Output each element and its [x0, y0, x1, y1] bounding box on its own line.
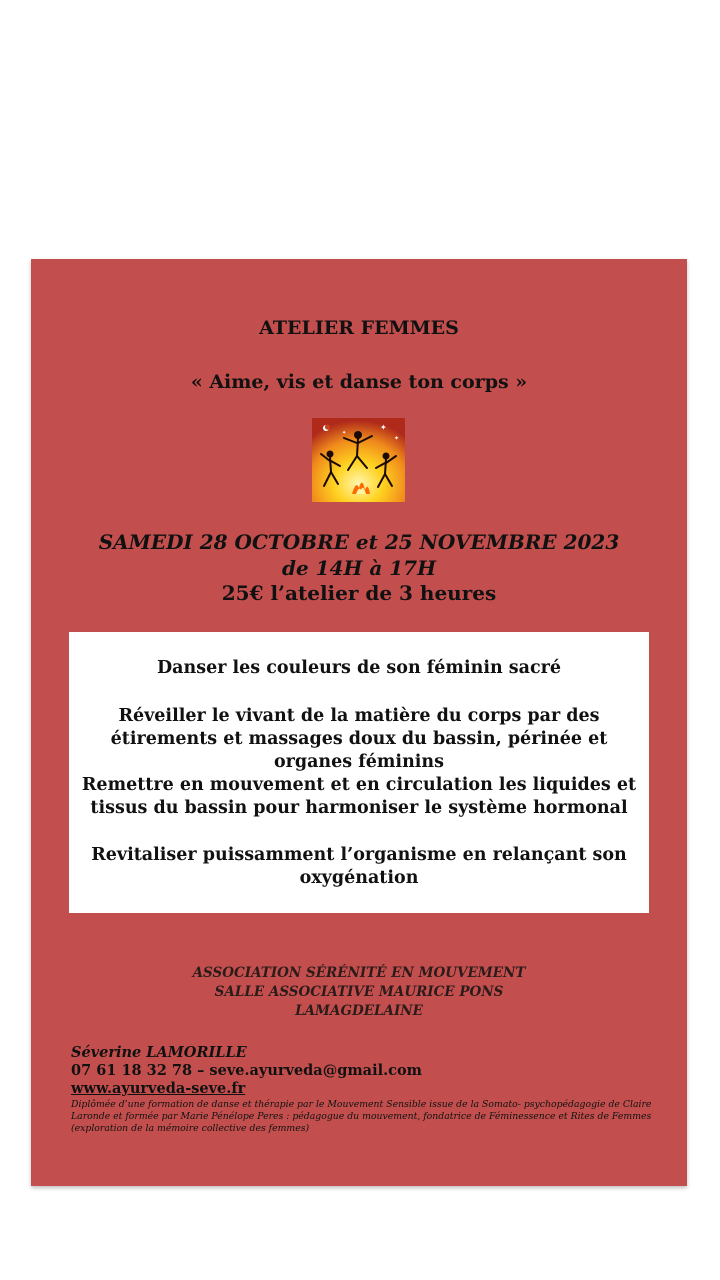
hours-line: de 14H à 17H	[281, 556, 436, 580]
dates-line: SAMEDI 28 OCTOBRE et 25 NOVEMBRE 2023	[98, 530, 620, 554]
activity-item: Revitaliser puissamment l’organisme en relançant son oxygénation	[91, 845, 627, 888]
contact-name: Séverine LAMORILLE	[71, 1044, 247, 1061]
price-line: 25€ l’atelier de 3 heures	[221, 581, 497, 605]
dancing-women-fire-icon	[312, 418, 405, 502]
activity-item: Danser les couleurs de son féminin sacré	[156, 658, 561, 678]
contact-block	[71, 1044, 671, 1098]
association-block	[31, 964, 687, 1021]
association-name: ASSOCIATION SÉRÉNITÉ EN MOUVEMENT	[192, 965, 526, 981]
venue-town: LAMAGDELAINE	[295, 1003, 423, 1019]
venue-name: SALLE ASSOCIATIVE MAURICE PONS	[214, 984, 504, 1000]
poster-subtitle: « Aime, vis et danse ton corps »	[190, 371, 528, 393]
website-link[interactable]: www.ayurveda-seve.fr	[71, 1080, 246, 1097]
credentials-note: Diplômée d’une formation de danse et thérapie par le Mouvement Sensible issue de la Somato- psychopédagogie de Claire Laronde et formée par Marie Pénélope Peres : pédagogue du mouvement, fondatrice de Féminessence et Rites de Femmes (exploration de la mémoire collective des femmes)	[71, 1099, 652, 1134]
activity-item: Réveiller le vivant de la matière du corps par des étirements et massages doux du bassin, périnée et organes féminins	[110, 706, 608, 772]
svg-text:✦: ✦	[394, 435, 400, 442]
event-dates	[31, 529, 687, 581]
svg-text:✦: ✦	[342, 430, 347, 436]
poster	[31, 259, 687, 1186]
svg-text:✦: ✦	[380, 423, 387, 432]
poster-title: ATELIER FEMMES	[259, 317, 459, 339]
contact-phone-email[interactable]: 07 61 18 32 78 – seve.ayurveda@gmail.com	[71, 1062, 422, 1079]
activity-item: Remettre en mouvement et en circulation les liquides et tissus du bassin pour harmoniser le système hormonal	[81, 775, 637, 818]
activities-box	[69, 632, 649, 913]
